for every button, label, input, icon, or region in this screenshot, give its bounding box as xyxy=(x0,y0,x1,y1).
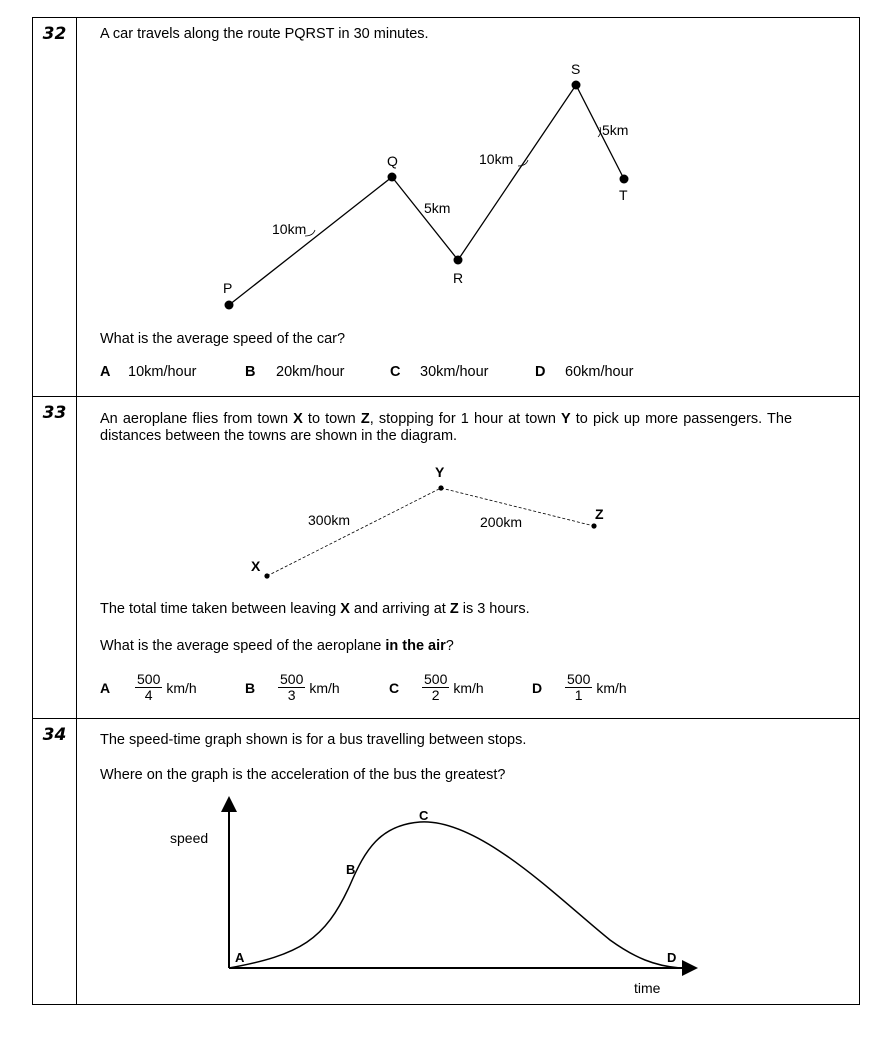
point-label-t: T xyxy=(619,187,628,203)
line-text: is 3 hours. xyxy=(458,601,530,617)
option-letter: D xyxy=(532,679,543,696)
denominator: 3 xyxy=(287,687,296,703)
question-number: 33 xyxy=(33,397,77,718)
stem-text: to pick up more passengers. The distances between the towns are shown in the diagram. xyxy=(100,411,793,444)
option-letter: C xyxy=(390,364,401,380)
segment-label-qr: 5km xyxy=(424,200,451,216)
graph-point-b: B xyxy=(346,862,356,877)
numerator: 500 xyxy=(567,671,591,687)
option-text: 20km/hour xyxy=(276,364,345,380)
line-town-z: Z xyxy=(449,601,459,617)
fraction xyxy=(135,672,162,703)
option-a[interactable] xyxy=(100,672,197,703)
segment-label-pq: 10km xyxy=(272,221,307,237)
question-34-stem: The speed-time graph shown is for a bus travelling between stops. xyxy=(100,732,527,748)
question-number: 32 xyxy=(33,18,77,396)
y-axis-label: speed xyxy=(170,830,209,846)
question-34-prompt: Where on the graph is the acceleration of the bus the greatest? xyxy=(100,767,506,783)
question-number: 34 xyxy=(33,719,77,1004)
numerator: 500 xyxy=(280,671,304,687)
stem-town-x: X xyxy=(293,411,303,427)
stem-text: , stopping for 1 hour at town xyxy=(369,411,561,427)
unit: km/h xyxy=(309,679,340,696)
option-letter: B xyxy=(245,679,256,696)
town-label-z: Z xyxy=(595,506,604,522)
option-b[interactable] xyxy=(245,364,345,380)
option-text: 10km/hour xyxy=(128,364,197,380)
speed-curve xyxy=(229,822,680,968)
question-32-prompt: What is the average speed of the car? xyxy=(100,331,346,347)
stem-town-z: Z xyxy=(360,411,370,427)
denominator: 4 xyxy=(144,687,153,703)
point-label-p: P xyxy=(223,280,233,296)
town-y xyxy=(438,485,443,490)
numerator: 500 xyxy=(137,671,161,687)
stem-town-y: Y xyxy=(561,411,571,427)
fraction xyxy=(278,672,305,703)
towns-diagram xyxy=(0,440,892,600)
point-p xyxy=(225,301,234,310)
option-letter: B xyxy=(245,364,256,380)
option-d[interactable] xyxy=(532,672,627,703)
question-32-stem: A car travels along the route PQRST in 30 minutes. xyxy=(100,26,429,42)
option-letter: A xyxy=(100,679,111,696)
x-axis-label: time xyxy=(634,980,661,996)
graph-point-d: D xyxy=(667,950,677,965)
fraction xyxy=(565,672,592,703)
line-text: and arriving at xyxy=(349,601,450,617)
option-text: 30km/hour xyxy=(420,364,489,380)
option-a[interactable] xyxy=(100,364,197,380)
town-x xyxy=(264,573,269,578)
option-c[interactable] xyxy=(389,672,484,703)
fraction xyxy=(422,672,449,703)
numerator: 500 xyxy=(424,671,448,687)
point-label-s: S xyxy=(571,61,581,77)
option-letter: C xyxy=(389,679,400,696)
point-t xyxy=(620,175,629,184)
town-z xyxy=(591,523,596,528)
option-text: 60km/hour xyxy=(565,364,634,380)
option-b[interactable] xyxy=(245,672,340,703)
unit: km/h xyxy=(596,679,627,696)
point-label-q: Q xyxy=(387,153,398,169)
denominator: 1 xyxy=(574,687,583,703)
speed-time-graph xyxy=(0,790,892,1005)
town-label-x: X xyxy=(251,558,261,574)
option-letter: A xyxy=(100,364,111,380)
point-q xyxy=(388,173,397,182)
graph-point-c: C xyxy=(419,808,429,823)
unit: km/h xyxy=(453,679,484,696)
graph-point-a: A xyxy=(235,950,245,965)
line-text: The total time taken between leaving xyxy=(100,601,341,617)
option-letter: D xyxy=(535,364,546,380)
stem-text: to town xyxy=(302,411,361,427)
line-text: What is the average speed of the aeroplane xyxy=(100,638,386,654)
segment-label-xy: 300km xyxy=(308,512,351,528)
option-c[interactable] xyxy=(390,364,489,380)
question-33-line1 xyxy=(100,601,530,618)
option-d[interactable] xyxy=(535,364,634,380)
line-text: ? xyxy=(445,638,454,654)
line-bold: in the air xyxy=(385,638,446,654)
denominator: 2 xyxy=(431,687,440,703)
line-town-x: X xyxy=(340,601,350,617)
point-r xyxy=(454,256,463,265)
town-label-y: Y xyxy=(435,464,445,480)
unit: km/h xyxy=(166,679,197,696)
point-label-r: R xyxy=(453,270,464,286)
point-s xyxy=(572,81,581,90)
question-33-line2 xyxy=(100,638,454,655)
segment-label-yz: 200km xyxy=(480,514,523,530)
segment-label-rs: 10km xyxy=(479,151,514,167)
segment-label-st: 5km xyxy=(602,122,629,138)
stem-text: An aeroplane flies from town xyxy=(100,411,294,427)
